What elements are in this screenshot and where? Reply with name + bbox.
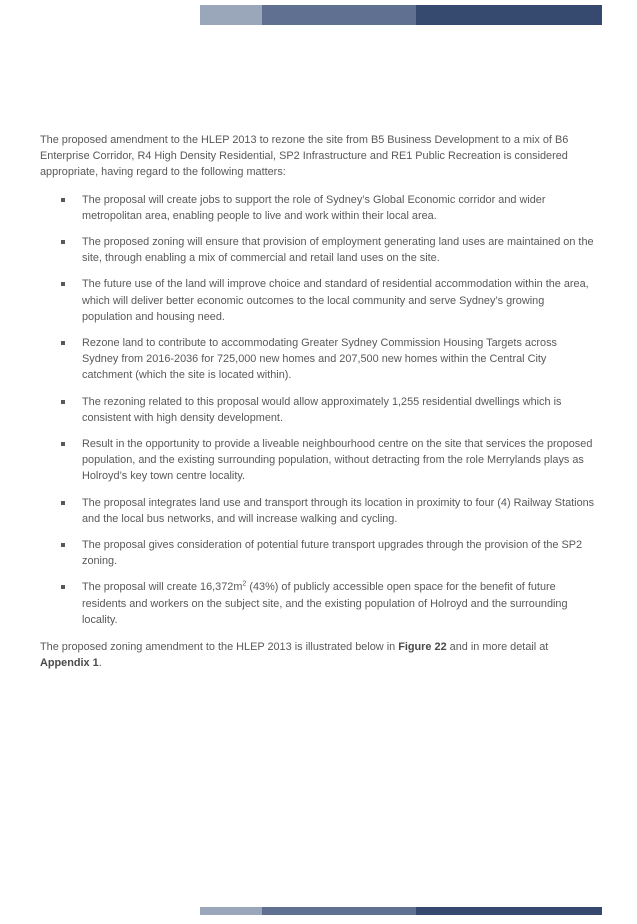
- document-body: [40, 132, 596, 671]
- intro-paragraph: The proposed amendment to the HLEP 2013 to rezone the site from B5 Business Development to a mix of B6 Enterprise Corridor, R4 High Density Residential, SP2 Infrastructure and RE1 Public Recreation is considered appropriate, having regard to the following matters:: [40, 134, 569, 179]
- square-bullet-icon: [61, 400, 65, 404]
- list-item: [40, 192, 596, 224]
- list-item-text: The proposal will create jobs to support the role of Sydney’s Global Economic corridor and wider metropolitan area, enabling people to live and work within their local area.: [82, 193, 546, 222]
- list-item-text: Result in the opportunity to provide a liveable neighbourhood centre on the site that services the proposed population, and the existing surrounding population, without detracting from the role Merrylands plays as Holroyd’s key town centre locality.: [82, 438, 593, 483]
- closing-paragraph: [40, 639, 596, 671]
- closing-text-part1: The proposed zoning amendment to the HLEP 2013 is illustrated below in: [40, 641, 399, 654]
- list-item: [40, 436, 596, 485]
- square-bullet-icon: [61, 240, 65, 244]
- list-item-text: The proposed zoning will ensure that provision of employment generating land uses are maintained on the site, through enabling a mix of commercial and retail land uses on the site.: [82, 236, 594, 265]
- square-bullet-icon: [61, 341, 65, 345]
- list-item-text: The future use of the land will improve choice and standard of residential accommodation within the area, which will deliver better economic outcomes to the local community and serve Sydney’s growing population and housing need.: [82, 278, 589, 323]
- square-bullet-icon: [61, 585, 65, 589]
- list-item: [40, 394, 596, 426]
- footer-color-band: [200, 907, 602, 915]
- open-space-superscript: 2: [242, 580, 247, 588]
- open-space-text-after: (43%) of publicly accessible open space for the benefit of future residents and workers on the subject site, and the existing population of Holroyd and the surrounding locality.: [82, 581, 568, 626]
- square-bullet-icon: [61, 501, 65, 505]
- footer-band-light-segment: [200, 907, 262, 915]
- square-bullet-icon: [61, 442, 65, 446]
- footer-band-mid-segment: [262, 907, 416, 915]
- list-item: [40, 276, 596, 325]
- closing-text-part3: .: [98, 657, 102, 670]
- square-bullet-icon: [61, 282, 65, 286]
- closing-text-part2: and in more detail at: [446, 641, 549, 654]
- header-band-dark-segment: [416, 5, 602, 25]
- header-band-light-segment: [200, 5, 262, 25]
- list-item-text: The rezoning related to this proposal would allow approximately 1,255 residential dwellings which is consistent with high density development.: [82, 395, 562, 424]
- list-item-text: The proposal integrates land use and transport through its location in proximity to four (4) Railway Stations and the local bus networks, and will increase walking and cycling.: [82, 496, 595, 525]
- header-color-band: [200, 5, 602, 25]
- list-item-text: The proposal gives consideration of potential future transport upgrades through the provision of the SP2 zoning.: [82, 539, 583, 568]
- header-band-mid-segment: [262, 5, 416, 25]
- list-item: [40, 234, 596, 266]
- list-item-text: Rezone land to contribute to accommodating Greater Sydney Commission Housing Targets across Sydney from 2016-2036 for 725,000 new homes and 207,500 new homes within the Central City catchment (which the site is located within).: [82, 337, 557, 382]
- list-item: [40, 537, 596, 569]
- square-bullet-icon: [61, 198, 65, 202]
- figure-reference: Figure 22: [398, 641, 447, 654]
- footer-band-dark-segment: [416, 907, 602, 915]
- list-item-open-space: [40, 579, 596, 628]
- appendix-reference: Appendix 1: [40, 657, 99, 670]
- matters-list: [40, 192, 596, 628]
- list-item: [40, 495, 596, 527]
- list-item: [40, 335, 596, 384]
- square-bullet-icon: [61, 543, 65, 547]
- open-space-text-before: The proposal will create 16,372m: [82, 581, 243, 594]
